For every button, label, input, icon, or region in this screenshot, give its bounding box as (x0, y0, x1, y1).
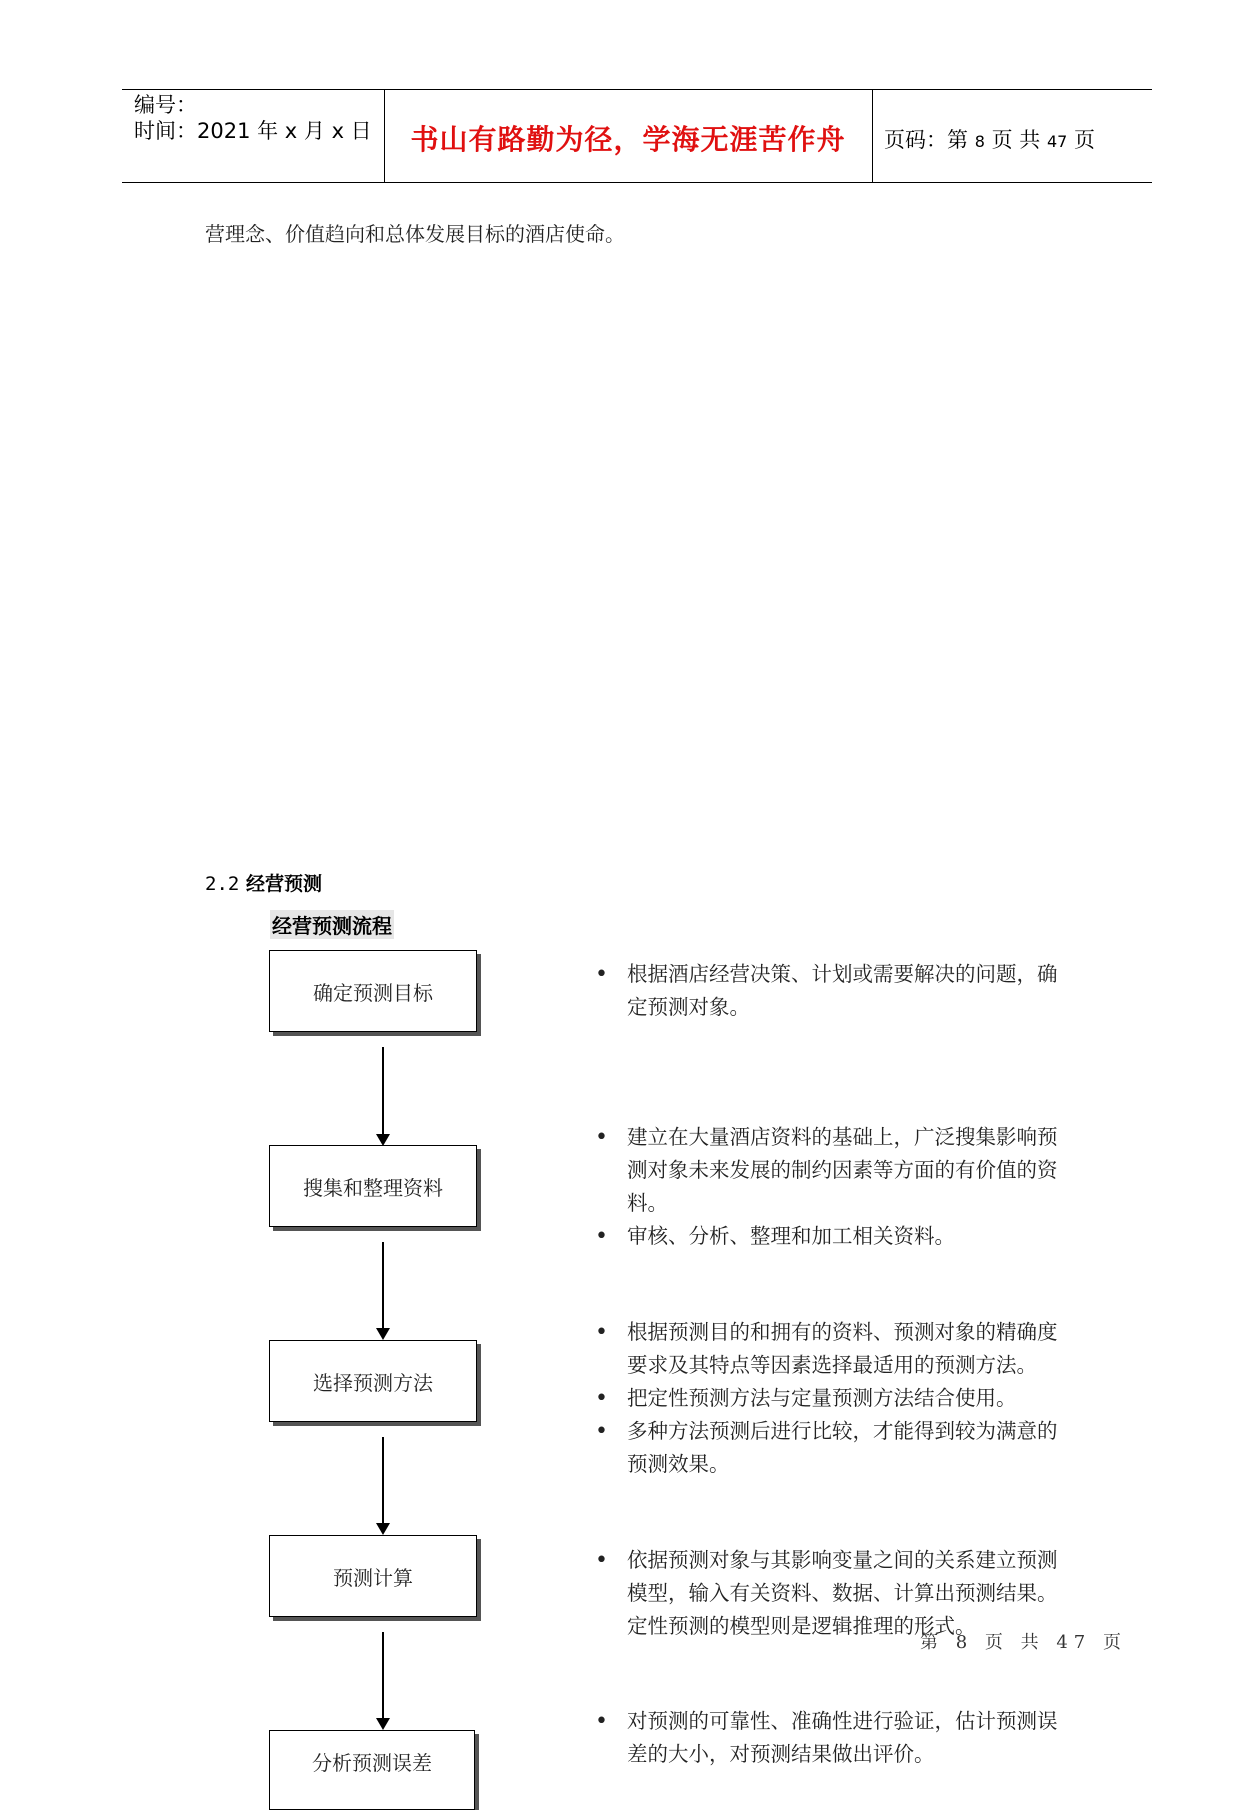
list-item: • 依据预测对象与其影响变量之间的关系建立预测模型，输入有关资料、数据、计算出预测结果。定性预测的模型则是逻辑推理的形式。 (595, 1544, 1065, 1643)
page-prefix: 页码：第 (884, 128, 968, 152)
flow-box-label: 搜集和整理资料 (303, 1175, 443, 1200)
flow-box-3 (269, 1340, 477, 1422)
doc-time-label: 时间：2021 年 x 月 x 日 (134, 119, 372, 143)
header-page-info (884, 124, 1095, 154)
flow-box-2 (269, 1145, 477, 1227)
intro-paragraph: 营理念、价值趋向和总体发展目标的酒店使命。 (205, 222, 625, 246)
page-current: 8 (974, 132, 985, 151)
header-bottom-rule (122, 182, 1152, 183)
header-motto: 书山有路勤为径，学海无涯苦作舟 (410, 123, 846, 156)
page-footer: 第 8 页 共 47 页 (920, 1632, 1127, 1653)
list-item: • 根据酒店经营决策、计划或需要解决的问题，确定预测对象。 (595, 958, 1065, 1024)
subsection-heading: 经营预测流程 (270, 910, 394, 939)
list-item: • 多种方法预测后进行比较，才能得到较为满意的预测效果。 (595, 1415, 1065, 1481)
flow-box-label: 确定预测目标 (313, 980, 433, 1005)
list-item: • 根据预测目的和拥有的资料、预测对象的精确度要求及其特点等因素选择最适用的预测方法。 (595, 1316, 1065, 1382)
flow-box-label: 分析预测误差 (312, 1751, 432, 1775)
flow-notes-3 (595, 1316, 1065, 1481)
page-mid: 页 共 (991, 128, 1041, 152)
list-item: • 建立在大量酒店资料的基础上，广泛搜集影响预测对象未来发展的制约因素等方面的有价值的资料。 (595, 1121, 1065, 1220)
flow-box-5 (269, 1730, 475, 1810)
flow-box-label: 预测计算 (333, 1565, 413, 1590)
flow-arrow-2 (382, 1242, 384, 1338)
doc-number-label: 编号： (134, 93, 197, 117)
flow-notes-1 (595, 958, 1065, 1024)
flow-box-4 (269, 1535, 477, 1617)
list-item: • 对预测的可靠性、准确性进行验证，估计预测误差的大小，对预测结果做出评价。 (595, 1705, 1065, 1771)
flow-arrow-1 (382, 1047, 384, 1144)
flow-box-label: 选择预测方法 (313, 1370, 433, 1395)
page-suffix: 页 (1073, 128, 1095, 152)
list-item: • 把定性预测方法与定量预测方法结合使用。 (595, 1382, 1065, 1415)
flow-arrow-3 (382, 1437, 384, 1533)
flow-arrow-4 (382, 1632, 384, 1728)
header-divider-right (872, 89, 873, 182)
section-number: 2.2 (205, 873, 240, 895)
flow-box-1 (269, 950, 477, 1032)
page-total: 47 (1046, 132, 1068, 151)
header-meta (134, 92, 372, 144)
flow-notes-2 (595, 1121, 1065, 1253)
header-top-rule (122, 89, 1152, 90)
list-item: • 审核、分析、整理和加工相关资料。 (595, 1220, 1065, 1253)
section-title: 经营预测 (245, 873, 322, 895)
section-heading (205, 869, 322, 896)
flow-notes-5 (595, 1705, 1065, 1771)
